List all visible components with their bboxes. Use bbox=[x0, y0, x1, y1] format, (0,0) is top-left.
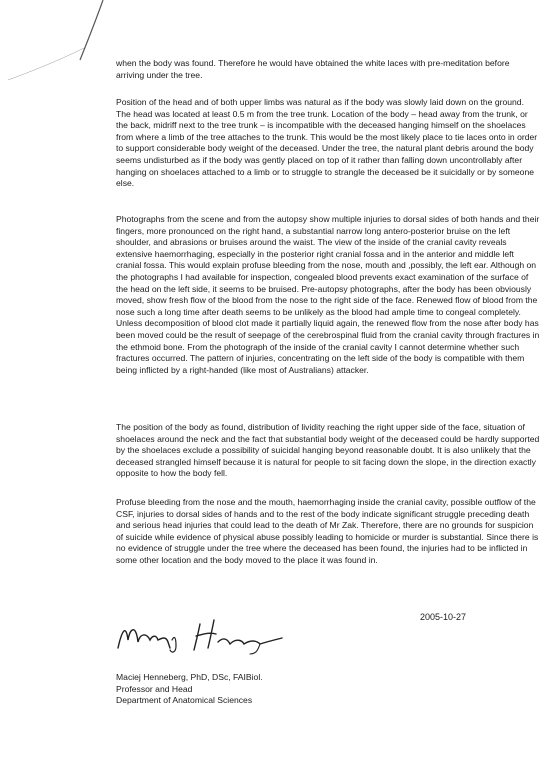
paragraph-2: Position of the head and of both upper limbs was natural as if the body was slowly laid down on the ground. The head was located at least 0.5 m from the tree trunk. Location of the body – head away from the trunk, or the back, midriff next to the tree trunk – is incompatible with the deceased hanging himself on the shoelaces from where a limb of the tree attaches to the trunk. This would be the most likely place to tie laces onto in order to support considerable body weight of the deceased. Under the tree, the natural plant debris around the body seems undisturbed as if the body was gently placed on top of it rather than falling down uncontrollably after hanging on shoelaces attached to a limb or to struggle to strangle the deceased be it suicidally or by someone else. bbox=[116, 97, 538, 189]
letter-date: 2005-10-27 bbox=[420, 612, 467, 622]
paragraph-1: when the body was found. Therefore he would have obtained the white laces with pre-meditation before arriving under the tree. bbox=[116, 58, 510, 80]
handwritten-signature bbox=[110, 610, 310, 660]
signature-block bbox=[116, 672, 263, 707]
scan-artifact-line bbox=[0, 0, 130, 80]
paragraph-3: Photographs from the scene and from the autopsy show multiple injuries to dorsal sides of both hands and their fingers, more pronounced on the right hand, a substantial narrow long antero-posterior bruise on the left shoulder, and abrasions or bruises around the waist. The view of the inside of the cranial cavity reveals extensive haemorrhaging, especially in the posterior right cranial fossa and in the anterior and middle left cranial fossa. This would explain profuse bleeding from the nose, mouth and ,possibly, the left ear. Although on the photographs I had available for inspection, congealed blood prevents exact examination of the surface of the head on the left side, it seems to be bruised. Pre-autopsy photographs, after the body has been obviously moved, show fresh flow of the blood from the nose to the right side of the face. Renewed flow of blood from the nose such a long time after death seems to be unlikely as the blood had ample time to congeal completely. Unless decomposition of blood clot made it partially liquid again, the renewed flow from the nose after body has been moved could be the result of seepage of the cerebrospinal fluid from the cranial cavity through fractures in the ethmoid bone. From the photograph of the inside of the cranial cavity I cannot determine whether such fractures occurred. The pattern of injuries, concentrating on the left side of the body is compatible with them being inflicted by a right-handed (like most of Australians) attacker. bbox=[116, 214, 540, 375]
paragraph-5: Profuse bleeding from the nose and the mouth, haemorrhaging inside the cranial cavity, possible outflow of the CSF, injuries to dorsal sides of hands and to the rest of the body indicate significant struggle preceding death and serious head injuries that could lead to the death of Mr Zak. Therefore, there are no grounds for suspicion of suicide while evidence of physical abuse possibly leading to homicide or murder is substantial. Since there is no evidence of struggle under the tree where the deceased has been found, the injuries had to be inflicted in some other location and the body moved to the place it was found in. bbox=[116, 497, 539, 565]
paragraph-4: The position of the body as found, distribution of lividity reaching the right upper side of the face, situation of shoelaces around the neck and the fact that substantial body weight of the deceased could be hardly supported by the shoelaces exclude a possibility of suicidal hanging beyond reasonable doubt. It is also unlikely that the deceased strangled himself because it is natural for people to sit facing down the slope, in the direction exactly opposite to how the body fell. bbox=[116, 422, 540, 479]
signatory-title: Professor and Head bbox=[116, 683, 193, 694]
signatory-name: Maciej Henneberg, PhD, DSc, FAIBiol. bbox=[116, 672, 263, 682]
signatory-department: Department of Anatomical Sciences bbox=[116, 695, 253, 706]
